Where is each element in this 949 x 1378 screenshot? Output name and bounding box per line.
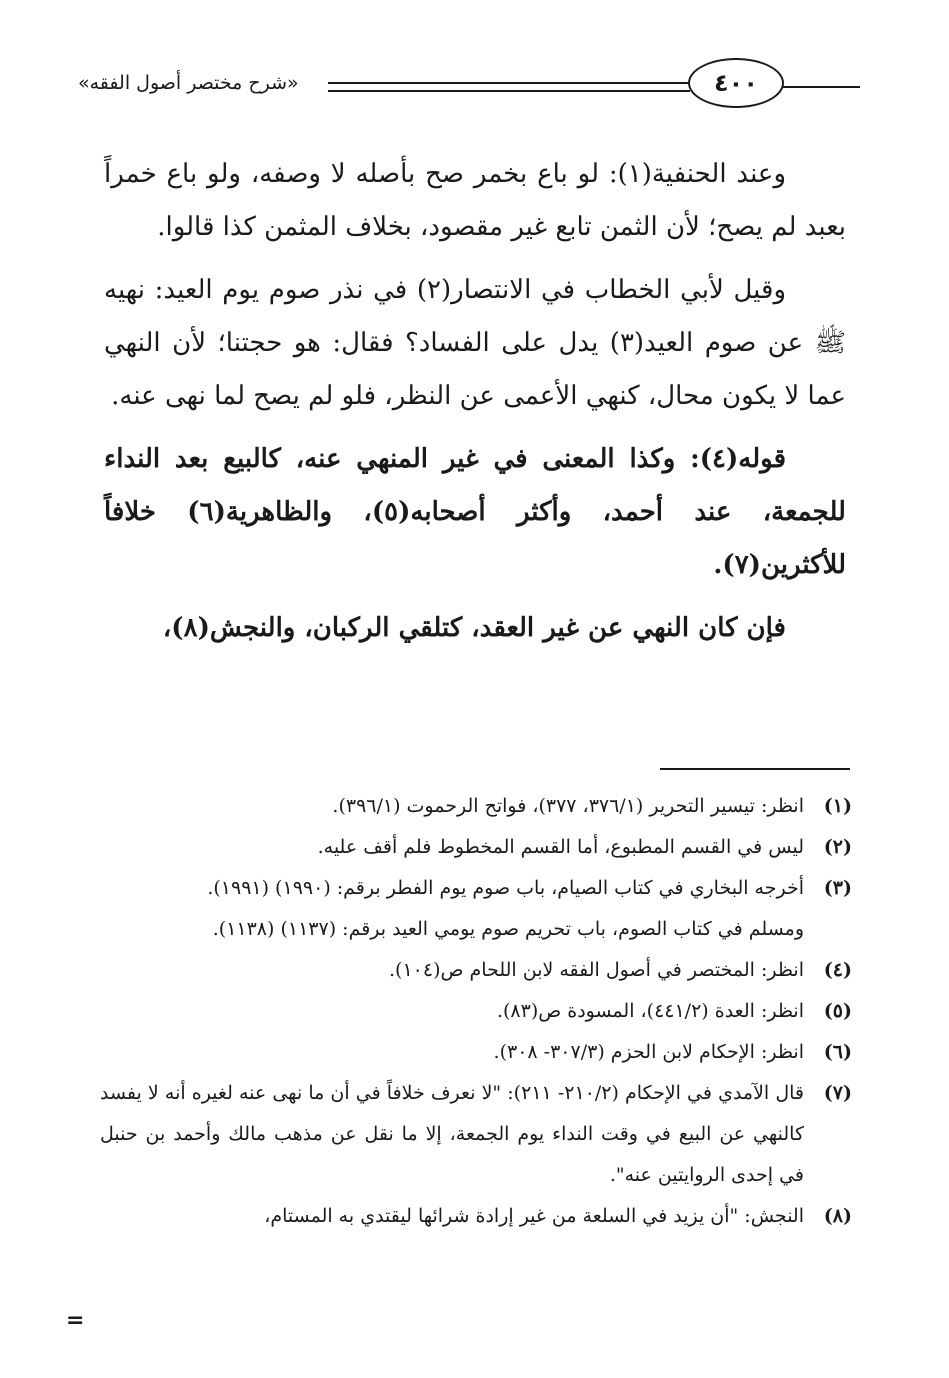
footnote [100,786,852,827]
footnote-number: (٢) [823,836,852,858]
footnote-text: أخرجه البخاري في كتاب الصيام، باب صوم يوم الفطر برقم: (١٩٩٠) (١٩٩١). [207,877,804,899]
footnote-text: قال الآمدي في الإحكام (٢١٠/٢- ٢١١): "لا نعرف خلافاً في أن ما نهى عنه لغيره أنه لا يفسد كالنهي عن البيع في وقت النداء يوم الجمعة، إلا ما نقل عن مذهب مالك وأحمد بن حنبل في إحدى الروايتين عنه". [100,1082,804,1186]
paragraph-abu-khattab: وقيل لأبي الخطاب في الانتصار(٢) في نذر صوم يوم العيد: نهيه ﷺ عن صوم العيد(٣) يدل على الفساد؟ فقال: هو حجتنا؛ لأن النهي عما لا يكون محال، كنهي الأعمى عن النظر، فلو لم يصح لما نهى عنه. [104,275,846,411]
footnote-text: ليس في القسم المطبوع، أما القسم المخطوط فلم أقف عليه. [317,836,804,858]
paragraph-matn-continued: فإن كان النهي عن غير العقد، كتلقي الركبان، والنجش(٨)، [162,613,786,643]
page-number [688,58,784,108]
footnote-continuation: ومسلم في كتاب الصوم، باب تحريم صوم يومي العيد برقم: (١١٣٧) (١١٣٨). [212,918,804,940]
footnote-number: (٧) [823,1082,852,1104]
paragraph-matn-quote: قوله(٤): وكذا المعنى في غير المنهي عنه، كالبيع بعد النداء للجمعة، عند أحمد، وأكثر أصحابه(٥)، والظاهرية(٦) خلافاً للأكثرين(٧). [104,444,846,580]
footnote [100,991,852,1032]
paragraph-hanafi: وعند الحنفية(١): لو باع بخمر صح بأصله لا وصفه، ولو باع خمراً بعبد لم يصح؛ لأن الثمن تابع غير مقصود، بخلاف المثمن كذا قالوا. [104,159,846,242]
footnote-separator [660,768,850,770]
footnote [100,827,852,868]
footnote-number: (٥) [823,1000,852,1022]
header-rule-bottom [328,90,690,92]
footnote [100,950,852,991]
footnote-text: انظر: الإحكام لابن الحزم (٣٠٧/٣- ٣٠٨). [493,1041,804,1063]
continuation-mark: = [66,1308,85,1333]
header-rule-top [328,82,690,84]
footnote [100,1032,852,1073]
footnote-number: (٤) [823,959,852,981]
page-header [60,50,860,120]
footnote-text: انظر: تيسير التحرير (٣٧٦/١، ٣٧٧)، فواتح الرحموت (٣٩٦/١). [332,795,804,817]
footnote [100,868,852,909]
page-number-text: ٤٠٠ [714,69,758,97]
book-title: «شرح مختصر أصول الفقه» [78,72,299,94]
footnote-text: النجش: "أن يزيد في السلعة من غير إرادة شرائها ليقتدي به المستام، [264,1205,804,1227]
footnote-number: (١) [823,795,852,817]
footnote-number: (٨) [823,1205,852,1227]
main-text [104,148,846,665]
footnote [100,1196,852,1237]
footnote-number: (٦) [823,1041,852,1063]
footnote-number: (٣) [823,877,852,899]
footnote-text: انظر: المختصر في أصول الفقه لابن اللحام ص(١٠٤). [389,959,804,981]
footnote-text: انظر: العدة (٤٤١/٢)، المسودة ص(٨٣). [496,1000,804,1022]
header-rule-right [782,86,860,88]
footnotes [100,786,852,1237]
footnote [100,1073,852,1196]
